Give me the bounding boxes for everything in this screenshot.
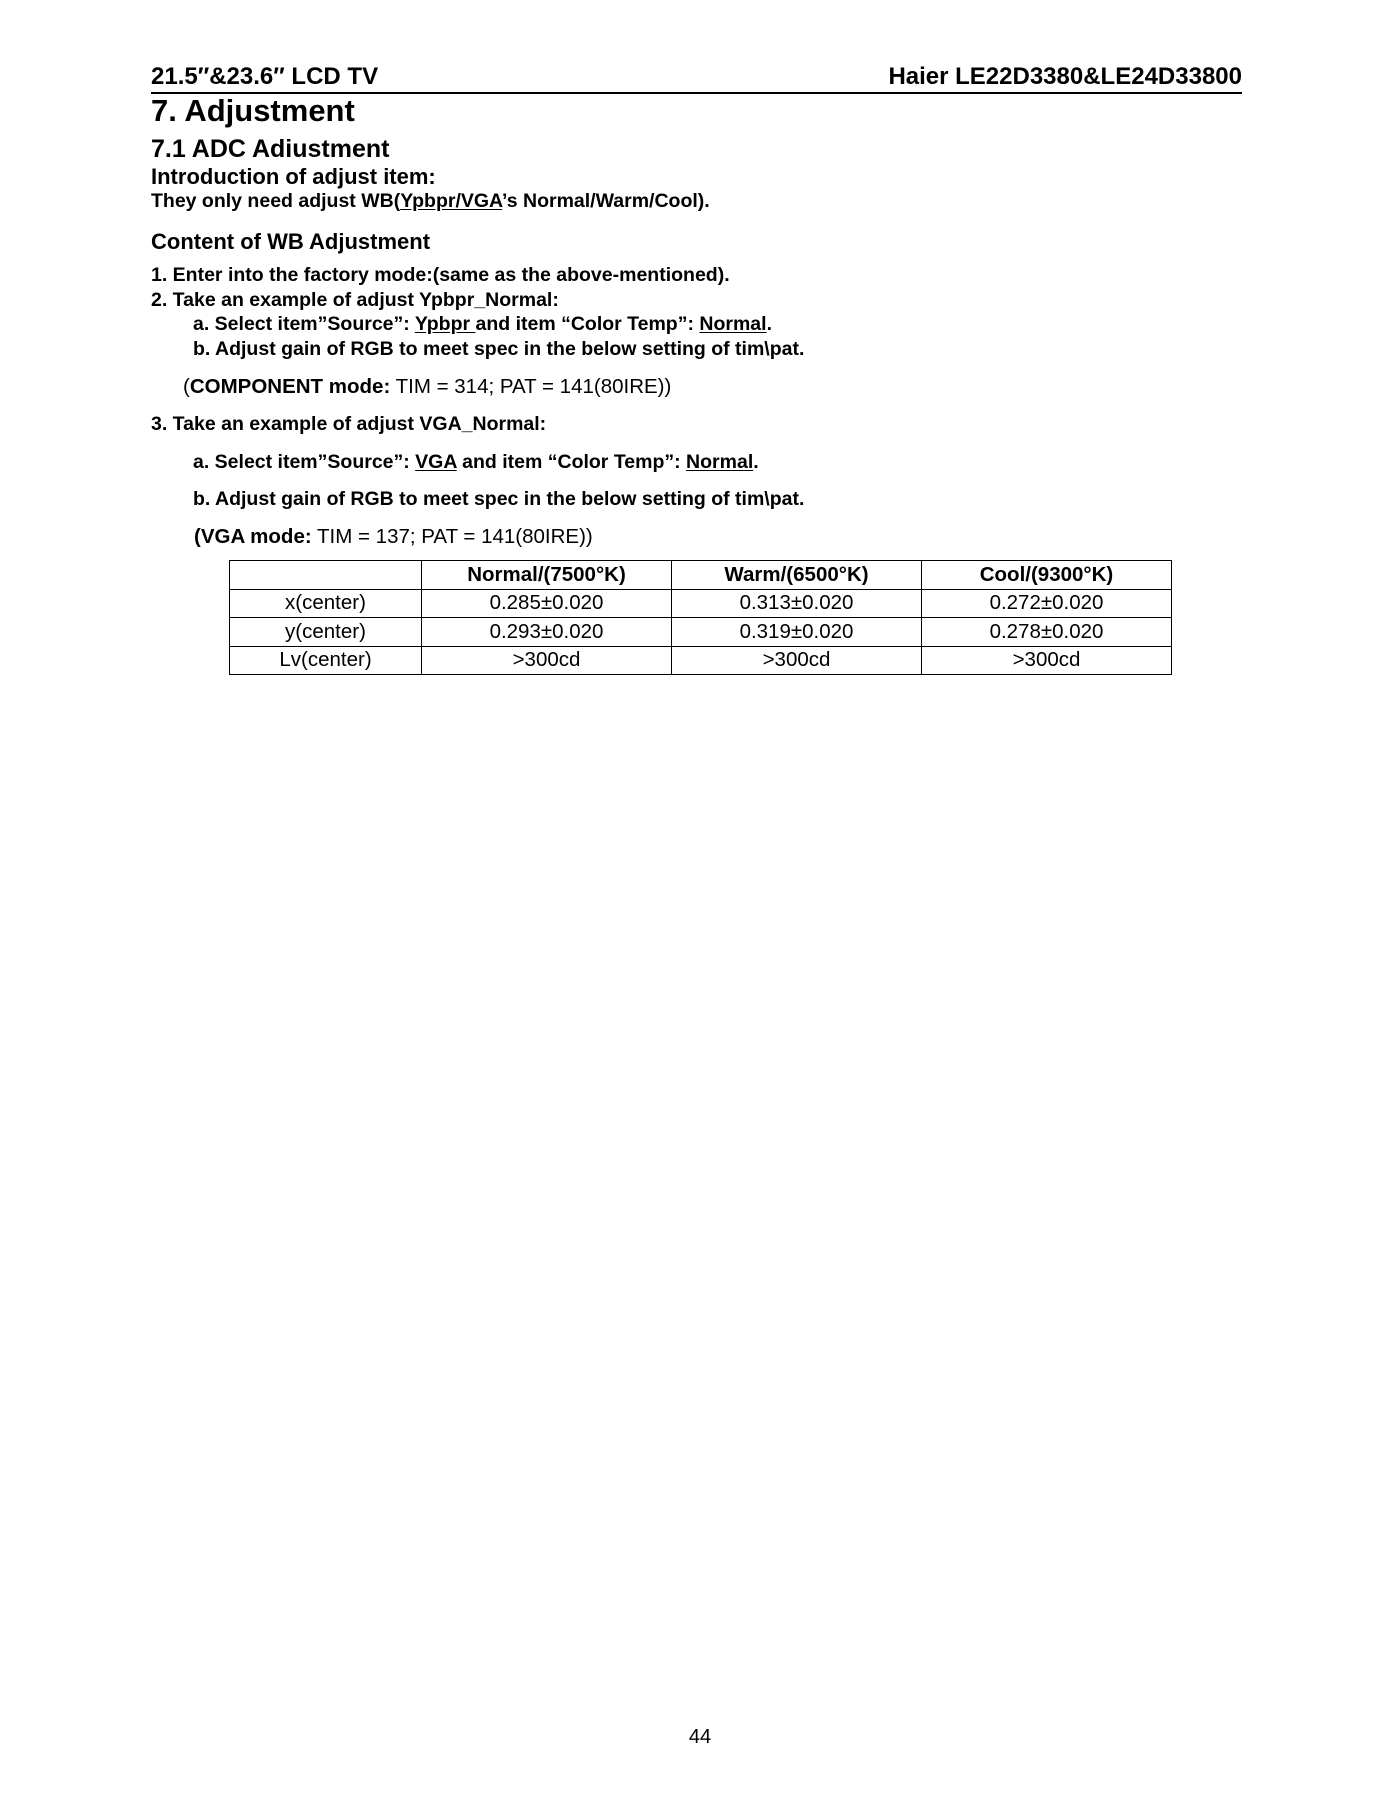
component-mode-label: COMPONENT mode: (189, 375, 391, 398)
table-row (230, 618, 1172, 647)
page-number: 44 (688, 1726, 712, 1748)
table-header-row (230, 561, 1172, 590)
content-heading: Content of WB Adjustment (151, 229, 431, 254)
step-2a-source: Ypbpr (414, 313, 476, 335)
table-cell: 0.313±0.020 (672, 589, 922, 618)
intro-heading: Introduction of adjust item: (151, 164, 436, 189)
table-cell: 0.293±0.020 (422, 618, 672, 647)
table-cell: y(center) (230, 618, 422, 647)
table-cell: >300cd (922, 646, 1172, 675)
step-2: 2. Take an example of adjust Ypbpr_Normal: (151, 289, 559, 311)
table-row (230, 646, 1172, 675)
table-cell: 0.285±0.020 (422, 589, 672, 618)
table-header-cell: Warm/(6500°K) (672, 561, 922, 590)
table-cell: >300cd (422, 646, 672, 675)
step-1: 1. Enter into the factory mode:(same as the above-mentioned). (151, 264, 730, 286)
table-row (230, 589, 1172, 618)
table-header-cell (230, 561, 422, 590)
table-cell: Lv(center) (230, 646, 422, 675)
step-2a: a. Select item”Source”: Ypbpr and item “Color Temp”: Normal. (193, 313, 772, 335)
table-header-cell: Normal/(7500°K) (422, 561, 672, 590)
vga-mode-line: (VGA mode: TIM = 137; PAT = 141(80IRE)) (194, 525, 593, 548)
subsection-title: 7.1 ADC Adiustment (151, 135, 390, 163)
step-2b: b. Adjust gain of RGB to meet spec in the below setting of tim\pat. (193, 338, 805, 360)
table-cell: >300cd (672, 646, 922, 675)
step-3: 3. Take an example of adjust VGA_Normal: (151, 413, 547, 435)
table-cell: 0.278±0.020 (922, 618, 1172, 647)
intro-text: They only need adjust WB(Ypbpr/VGA’s Normal/Warm/Cool). (151, 190, 710, 212)
table-cell: 0.272±0.020 (922, 589, 1172, 618)
step-3b: b. Adjust gain of RGB to meet spec in the below setting of tim\pat. (193, 488, 805, 510)
step-2a-temp: Normal (699, 313, 767, 335)
step-3a-temp: Normal (686, 451, 754, 473)
section-title: 7. Adjustment (151, 93, 355, 128)
wb-spec-table (229, 560, 1172, 675)
vga-mode-label: (VGA mode: (194, 525, 312, 548)
header-model-size: 21.5″&23.6″ LCD TV (151, 63, 379, 90)
table-header-cell: Cool/(9300°K) (922, 561, 1172, 590)
header-model-number: Haier LE22D3380&LE24D33800 (888, 63, 1242, 90)
step-3a-source: VGA (415, 451, 457, 473)
table-cell: 0.319±0.020 (672, 618, 922, 647)
table-cell: x(center) (230, 589, 422, 618)
page-header (151, 62, 1242, 94)
component-mode-line: (COMPONENT mode: TIM = 314; PAT = 141(80IRE)) (183, 375, 672, 398)
step-3a: a. Select item”Source”: VGA and item “Color Temp”: Normal. (193, 451, 759, 473)
intro-underlined-sources: Ypbpr/VGA (400, 190, 503, 212)
